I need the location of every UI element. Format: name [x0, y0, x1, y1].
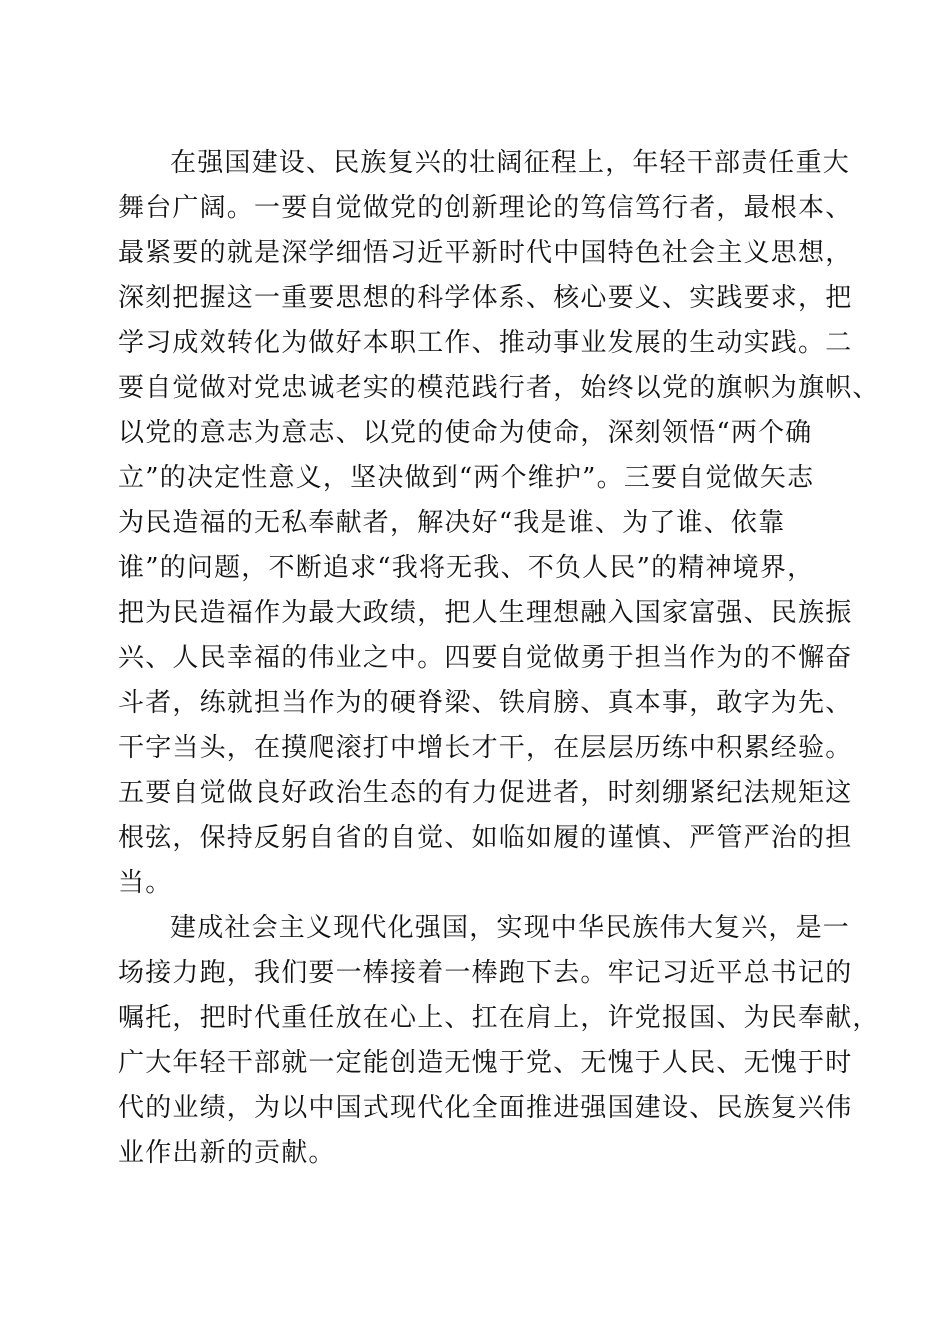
paragraph-line: 立”的决定性意义，坚决做到“两个维护”。三要自觉做矢志 — [118, 463, 815, 493]
paragraph-line: 五要自觉做良好政治生态的有力促进者，时刻绷紧纪法规矩这 — [118, 778, 853, 808]
paragraph-line: 斗者，练就担当作为的硬脊梁、铁肩膀、真本事，敢字为先、 — [118, 688, 853, 718]
paragraph-2 — [118, 906, 880, 1176]
paragraph-line: 在强国建设、民族复兴的壮阔征程上，年轻干部责任重大 — [170, 148, 851, 178]
paragraph-line: 根弦，保持反躬自省的自觉、如临如履的谨慎、严管严治的担 — [118, 823, 853, 853]
paragraph-1 — [118, 141, 880, 906]
paragraph-line: 谁”的问题，不断追求“我将无我、不负人民”的精神境界， — [118, 553, 815, 583]
paragraph-line: 代的业绩，为以中国式现代化全面推进强国建设、民族复兴伟 — [118, 1093, 853, 1123]
paragraph-line: 业作出新的贡献。 — [118, 1138, 336, 1168]
paragraph-line: 以党的意志为意志、以党的使命为使命，深刻领悟“两个确 — [118, 418, 813, 448]
paragraph-line: 为民造福的无私奉献者，解决好“我是谁、为了谁、依靠 — [118, 508, 786, 538]
paragraph-line: 广大年轻干部就一定能创造无愧于党、无愧于人民、无愧于时 — [118, 1048, 853, 1078]
paragraph-line: 深刻把握这一重要思想的科学体系、核心要义、实践要求，把 — [118, 283, 853, 313]
paragraph-line: 干字当头，在摸爬滚打中增长才干，在层层历练中积累经验。 — [118, 733, 853, 763]
paragraph-line: 学习成效转化为做好本职工作、推动事业发展的生动实践。二 — [118, 328, 853, 358]
paragraph-line: 舞台广阔。一要自觉做党的创新理论的笃信笃行者，最根本、 — [118, 193, 853, 223]
paragraph-line: 最紧要的就是深学细悟习近平新时代中国特色社会主义思想， — [118, 238, 853, 268]
body-text — [118, 141, 880, 1176]
paragraph-line: 兴、人民幸福的伟业之中。四要自觉做勇于担当作为的不懈奋 — [118, 643, 853, 673]
paragraph-line: 要自觉做对党忠诚老实的模范践行者，始终以党的旗帜为旗帜、 — [118, 373, 880, 403]
paragraph-line: 把为民造福作为最大政绩，把人生理想融入国家富强、民族振 — [118, 598, 853, 628]
paragraph-line: 建成社会主义现代化强国，实现中华民族伟大复兴，是一 — [170, 913, 851, 943]
paragraph-line: 场接力跑，我们要一棒接着一棒跑下去。牢记习近平总书记的 — [118, 958, 853, 988]
paragraph-line: 当。 — [118, 868, 173, 898]
paragraph-line: 嘱托，把时代重任放在心上、扛在肩上，许党报国、为民奉献， — [118, 1003, 880, 1033]
